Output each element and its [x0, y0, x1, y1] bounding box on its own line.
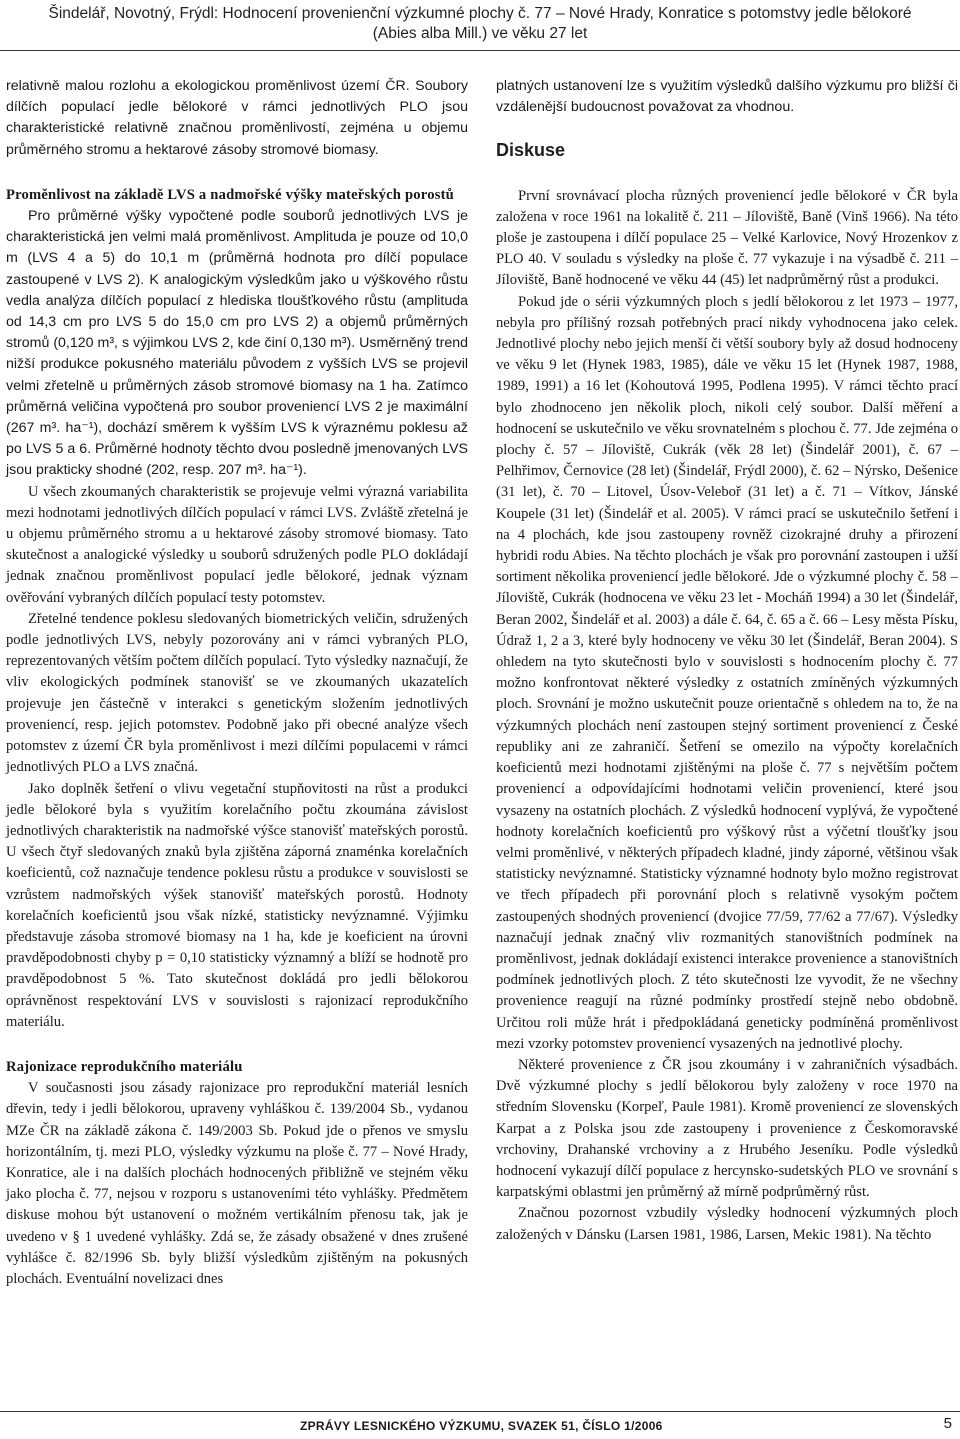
paragraph: První srovnávací plocha různých proveniencí jedle bělokoré v ČR byla založena v roce 1961 na lokalitě č. 211 – Jíloviště, Baně (Vinš 1966). Na této ploše je zastoupena i dílčí populace 25 – Velké Karlovice, Nový Hrozenkov z PLO 40. V souladu s výsledky na ploše č. 77 vykazuje i na výsadbě č. 211 – Jíloviště, Baně hodnocené ve věku 44 (45) let nadprůměrný růst a produkci.: [496, 187, 958, 289]
paragraph: Zřetelné tendence poklesu sledovaných biometrických veličin, sdružených podle jednotlivých LVS, nebyly pozorovány ani v rámci vybraných PLO, reprezentovaných větším počtem dílčích populací. Tyto výsledky naznačují, že vliv ekologických podmínek stanovišť se ve zkoumaných ukazatelích projevuje jen částečně v interakci s genetickým složením jednotlivých proveniencí, resp. jejich potomstev. Podobně jako při obecné analýze všech potomstev z území ČR byla proměnlivost i mezi dílčími populacemi v rámci jednotlivých PLO a LVS značná.: [6, 610, 468, 776]
header-divider: [0, 50, 960, 51]
running-header-line-1: Šindelář, Novotný, Frýdl: Hodnocení provenienční výzkumné plochy č. 77 – Nové Hrady, Konratice s potomstvy jedle bělokoré: [48, 5, 912, 22]
left-column: [6, 76, 468, 1290]
page-number: 5: [943, 1415, 952, 1432]
running-header-line-2: (Abies alba Mill.) ve věku 27 let: [372, 25, 588, 42]
subsection-heading: Proměnlivost na základě LVS a nadmořské výšky mateřských porostů: [6, 186, 454, 203]
paragraph: Pokud jde o sérii výzkumných ploch s jedlí bělokorou z let 1973 – 1977, nebyla pro přílišný rozsah potřebných prací nikdy vyhodnocena jako celek. Jednotlivé plochy nebo jejich menší či větší soubory byly až dosud hodnoceny ve věku 9 let (Hynek 1983, 1985), dále ve věku 15 let (Hynek 1987, 1988, 1989, 1991) a 16 let (Kohoutová 1995, Podlena 1995). V rámci těchto prací bylo zhodnoceno jen několik ploch, nikoli celý soubor. Další měření a hodnocení se uskutečnilo ve věku srovnatelném s plochou č. 77. Jde zejména o plochy č. 57 – Jíloviště, Cukrák (věk 28 let) (Šindelář 2001), č. 67 – Pelhřimov, Černovice (28 let) (Šindelář, Frýdl 2000), č. 62 – Nýrsko, Dešenice (31 let), č. 70 – Litovel, Úsov-Veleboř (31 let) a č. 71 – Vítkov, Jánské Koupele (31 let) (Šindelář et al. 2005). V rámci prací se uskutečnilo šetření i na 4 plochách, kde jsou zastoupeny rovněž cizokrajné druhy a přirození hybridi rodu Abies. Na těchto plochách je však pro porovnání zastoupen i užší sortiment několika proveniencí jedle bělokoré. Jde o výzkumné plochy č. 58 – Jíloviště, Cukrák (hodnocena ve věku 23 let - Mocháň 1994) a 30 let (Šindelář, Beran 2002, Šindelář et al. 2003) a dále č. 64, č. 65 a č. 66 – Lesy města Písku, Údraž 1, 2 a 3, které byly hodnoceny ve věku 30 let (Šindelář, Beran 2004). S ohledem na tyto skutečnosti bylo v souvislosti s hodnocením plochy č. 77 možno konfrontovat některé výsledky z ostatních zmíněných výzkumných ploch. Srovnání je možno uskutečnit pouze orientačně s ohledem na to, že na výzkumných plochách není zastoupen stejný sortiment proveniencí z České republiky ani ze zahraničí. Šetření se omezilo na výpočty korelačních koeficientů mezi hodnotami zjištěnými na ploše č. 77 s největším počtem proveniencí a odpovídajícími hodnotami veličin proveniencí, které jsou vysazeny na ostatních plochách. Z výsledků hodnocení vyplývá, že vypočtené hodnoty korelačních koeficientů pro výškový růst a výčetní tloušťky jsou velmi proměnlivé, v některých případech kladné, jindy záporné, většinou však statisticky nevýznamné. Statisticky významné hodnoty bylo možno registrovat ve třech případech při porovnání ploch s relativně vysokým počtem zastoupených shodných proveniencí (dvojice 77/59, 77/62 a 77/67). Výsledky naznačují jednak značný vliv rozmanitých stanovištních podmínek na proměnlivost, jednak dokládají existenci interakce provenience a stanovištních podmínek jednotlivých ploch. Z této skutečnosti lze vyvodit, že ne všechny provenience reagují na různé podmínky prostředí stejně nebo obdobně. Určitou roli může hrát i předpokládaná geneticky podmíněná proměnlivost mezi vzorky potomstev proveniencí vysazených na jednotlivé plochy.: [496, 293, 958, 1052]
paragraph: Některé provenience z ČR jsou zkoumány i v zahraničních výsadbách. Dvě výzkumné plochy s jedlí bělokorou byly založeny v roce 1970 na středním Slovensku (Korpeľ, Paule 1981). Kromě proveniencí ze slovenských Karpat a z Polska jsou zde zastoupeny i provenience z Českomoravské vrchoviny, Drahanské vrchoviny a z Hrubého Jeseníku. Podle výsledků hodnocení vykazují dílčí populace z hercynsko-sudetských PLO ve srovnání s karpatskými oblastmi jen průměrný až mírně podprůměrný růst.: [496, 1056, 958, 1201]
footer-divider: [0, 1411, 960, 1412]
subsection-heading: Rajonizace reprodukčního materiálu: [6, 1058, 243, 1075]
paragraph: Pro průměrné výšky vypočtené podle souborů jednotlivých LVS je charakteristická jen velmi malá proměnlivost. Amplituda je pouze od 10,0 m (LVS 4 a 5) do 10,1 m (průměrná hodnota pro dílčí populace zastoupené v LVS 2). K analogickým výsledkům jako u výškového růstu vedla analýza dílčích populací z hlediska tloušťkového růstu (amplituda od 14,3 cm pro LVS 5 do 15,0 cm pro LVS 2) a objemů průměrných stromů (0,120 m³, s výjimkou LVS 2, kde činí 0,130 m³). Usměrněný trend nižší produkce pokusného materiálu původem z vyšších LVS se projevil velmi zřetelně u průměrných zásob stromové biomasy na 1 ha. Zatímco průměrná veličina vypočtená pro soubor proveniencí LVS 2 je maximální (267 m³. ha⁻¹), dochází směrem k vyšším LVS k výraznému poklesu až po LVS 5 a 6. Průměrné hodnoty těchto dvou posledně jmenovaných LVS jsou prakticky shodné (202, resp. 207 m³. ha⁻¹).: [6, 208, 468, 479]
journal-name: ZPRÁVY LESNICKÉHO VÝZKUMU, SVAZEK 51, ČÍSLO 1/2006: [300, 1419, 663, 1433]
paragraph: V současnosti jsou zásady rajonizace pro reprodukční materiál lesních dřevin, tedy i jedli bělokorou, upraveny vyhláškou č. 139/2004 Sb., vydanou MZe ČR na základě zákona č. 149/2003 Sb. Pokud jde o přenos ve smyslu horizontálním, tj. mezi PLO, výsledky výzkumu na ploše č. 77 – Nové Hrady, Konratice, ale i na dalších plochách hodnocených přibližně ve stejném věku jako plocha č. 77, nejsou v rozporu s ustanoveními této vyhlášky. Předmětem diskuse mohou být ustanovení o možném vertikálním přenosu tak, jak je uvedeno v § 1 uvedené vyhlášky. Zdá se, že zásady obsažené v dnes zrušené vyhlášce č. 82/1996 Sb. byly bližší výsledkům zjištěným na pokusných plochách. Eventuální novelizaci dnes: [6, 1080, 468, 1287]
section-heading: Diskuse: [496, 140, 566, 161]
paragraph: relativně malou rozlohu a ekologickou proměnlivost území ČR. Soubory dílčích populací jedle bělokoré v rámci jednotlivých PLO jsou charakteristické relativně značnou proměnlivostí, zejména u objemu průměrného stromu a hektarové zásoby stromové biomasy.: [6, 78, 468, 158]
paragraph: Značnou pozornost vzbudily výsledky hodnocení výzkumných ploch založených v Dánsku (Larsen 1981, 1986, Larsen, Mekic 1981). Na těchto: [496, 1205, 958, 1243]
paragraph: platných ustanovení lze s využitím výsledků dalšího výzkumu pro bližší či vzdálenější budoucnost považovat za vhodnou.: [496, 78, 958, 116]
running-header: [0, 4, 960, 44]
paragraph: U všech zkoumaných charakteristik se projevuje velmi výrazná variabilita mezi hodnotami jednotlivých dílčích populací v rámci LVS. Zvláště zřetelná je u objemu průměrného stromu a u hektarové zásoby stromové biomasy. Tato skutečnost a analogické výsledky u souborů sdružených podle PLO dokládají jednak značnou proměnlivost populací jedle bělokoré, jednak význam ověřování vybraných dílčích populací testy potomstev.: [6, 483, 468, 606]
right-column: [496, 76, 958, 1246]
paragraph: Jako doplněk šetření o vlivu vegetační stupňovitosti na růst a produkci jedle bělokoré byla s využitím korelačního počtu zkoumána závislost jednotlivých charakteristik na nadmořské výšce stanovišť mateřských porostů. U všech čtyř sledovaných znaků byla zjištěna záporná znaménka korelačních koeficientů, což naznačuje tendence poklesu růstu a produkce v souvislosti se vzrůstem nadmořských výšek stanovišť mateřských porostů. Hodnoty korelačních koeficientů jsou však nízké, statisticky nevýznamné. Výjimku představuje zásoba stromové biomasy na 1 ha, kde je koeficient na úrovni pravděpodobnosti chyby p = 0,10 statisticky významný a blíží se hodnotě pro pravděpodobnost 5 %. Tato skutečnost dokládá pro jedli bělokorou oprávněnost respektování LVS v souvislosti s rajonizací reprodukčního materiálu.: [6, 780, 468, 1030]
